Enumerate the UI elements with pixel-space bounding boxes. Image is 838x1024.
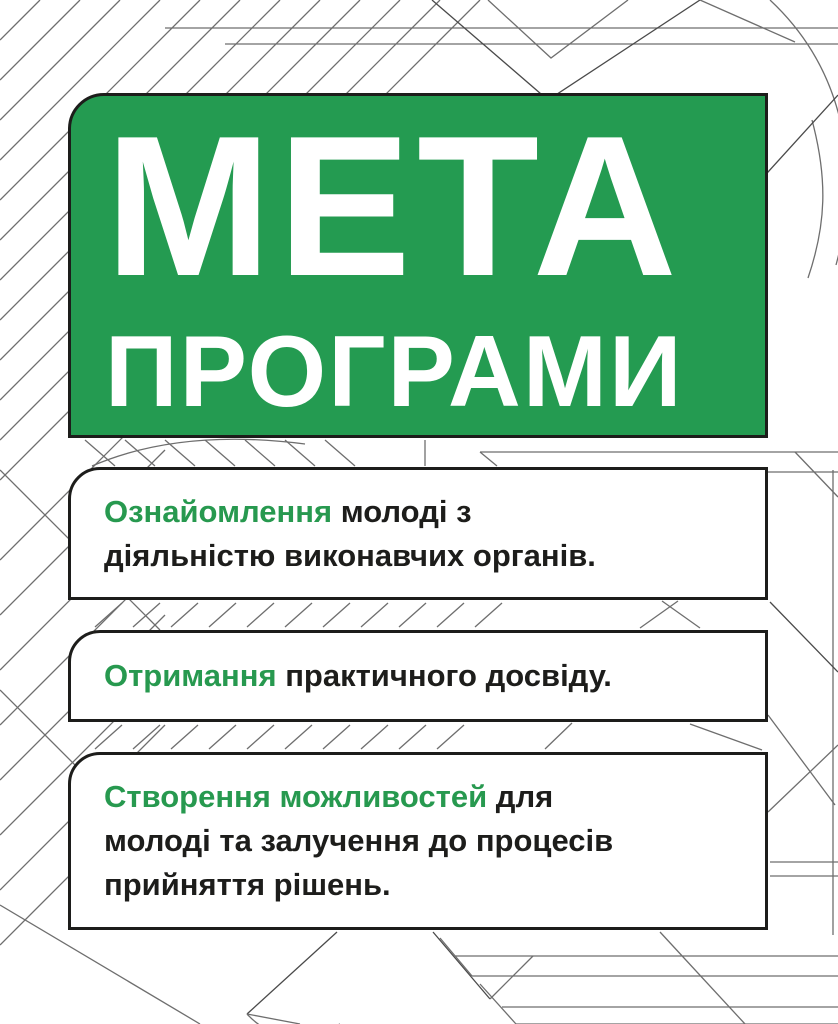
card-highlight: Отримання	[104, 658, 277, 693]
page-subtitle: ПРОГРАМИ	[105, 316, 684, 428]
goal-card-1-text	[104, 490, 596, 578]
card-text: діяльністю виконавчих органів.	[104, 537, 596, 573]
card-highlight: Створення можливостей	[104, 779, 488, 814]
page-title: МЕТА	[105, 95, 684, 318]
card-text: прийняття рішень.	[104, 867, 391, 902]
goal-card-3	[68, 752, 768, 930]
goal-card-2	[68, 630, 768, 722]
card-text: молоді з	[332, 493, 472, 529]
goal-card-3-text	[104, 775, 613, 907]
card-text: практичного досвіду.	[276, 658, 612, 693]
header-banner	[68, 93, 768, 438]
card-text: молоді та залучення до процесів	[104, 823, 614, 858]
card-highlight: Ознайомлення	[104, 493, 333, 529]
goal-card-1	[68, 467, 768, 600]
goal-card-2-text	[104, 654, 612, 698]
card-text: для	[487, 779, 554, 814]
